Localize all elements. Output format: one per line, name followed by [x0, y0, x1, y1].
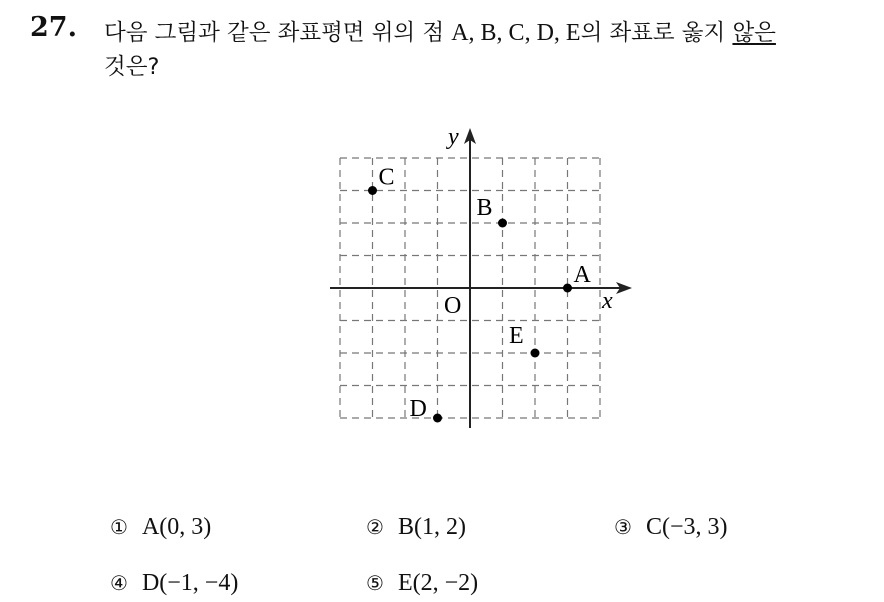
choice-1[interactable] — [110, 514, 211, 541]
question-points: A, B, C, D, E — [451, 20, 581, 46]
point-b-label: B — [476, 195, 493, 221]
point-e-label: E — [509, 323, 524, 349]
choice-2[interactable] — [366, 514, 466, 541]
y-axis-label: y — [448, 124, 459, 150]
choice-3-text: C(−3, 3) — [645, 514, 728, 540]
point-c-dot — [368, 186, 377, 195]
point-a-label: A — [573, 262, 591, 288]
question-emphasis: 않은 — [732, 20, 776, 46]
choice-4[interactable] — [110, 570, 238, 597]
choice-2-mark: ② — [366, 515, 384, 539]
choice-4-text: D(−1, −4) — [141, 570, 239, 596]
choice-4-mark: ④ — [110, 571, 128, 595]
choice-5[interactable] — [366, 570, 478, 597]
question-number: 27. — [30, 12, 77, 43]
point-e-dot — [531, 349, 540, 358]
choice-3-mark: ③ — [614, 515, 632, 539]
choice-2-text: B(1, 2) — [397, 514, 466, 540]
point-d-dot — [433, 414, 442, 423]
choice-5-mark: ⑤ — [366, 571, 384, 595]
choice-3[interactable] — [614, 514, 727, 541]
question-prefix: 다음 그림과 같은 좌표평면 위의 점 — [104, 20, 445, 46]
origin-label: O — [444, 293, 462, 319]
question-suffix: 것은? — [104, 54, 160, 80]
point-d-label: D — [409, 396, 427, 422]
point-b-dot — [498, 219, 507, 228]
x-axis-label: x — [602, 288, 613, 314]
question-text-line2 — [104, 52, 159, 82]
choice-1-mark: ① — [110, 515, 128, 539]
points-layer — [368, 165, 592, 423]
question-text-line1 — [104, 18, 776, 48]
question-mid: 의 좌표로 옳지 — [580, 20, 726, 46]
choice-1-text: A(0, 3) — [141, 514, 212, 540]
point-c-label: C — [378, 164, 395, 191]
point-a-dot — [563, 284, 572, 293]
choice-5-text: E(2, −2) — [397, 570, 479, 596]
coordinate-plane-figure — [320, 118, 640, 438]
